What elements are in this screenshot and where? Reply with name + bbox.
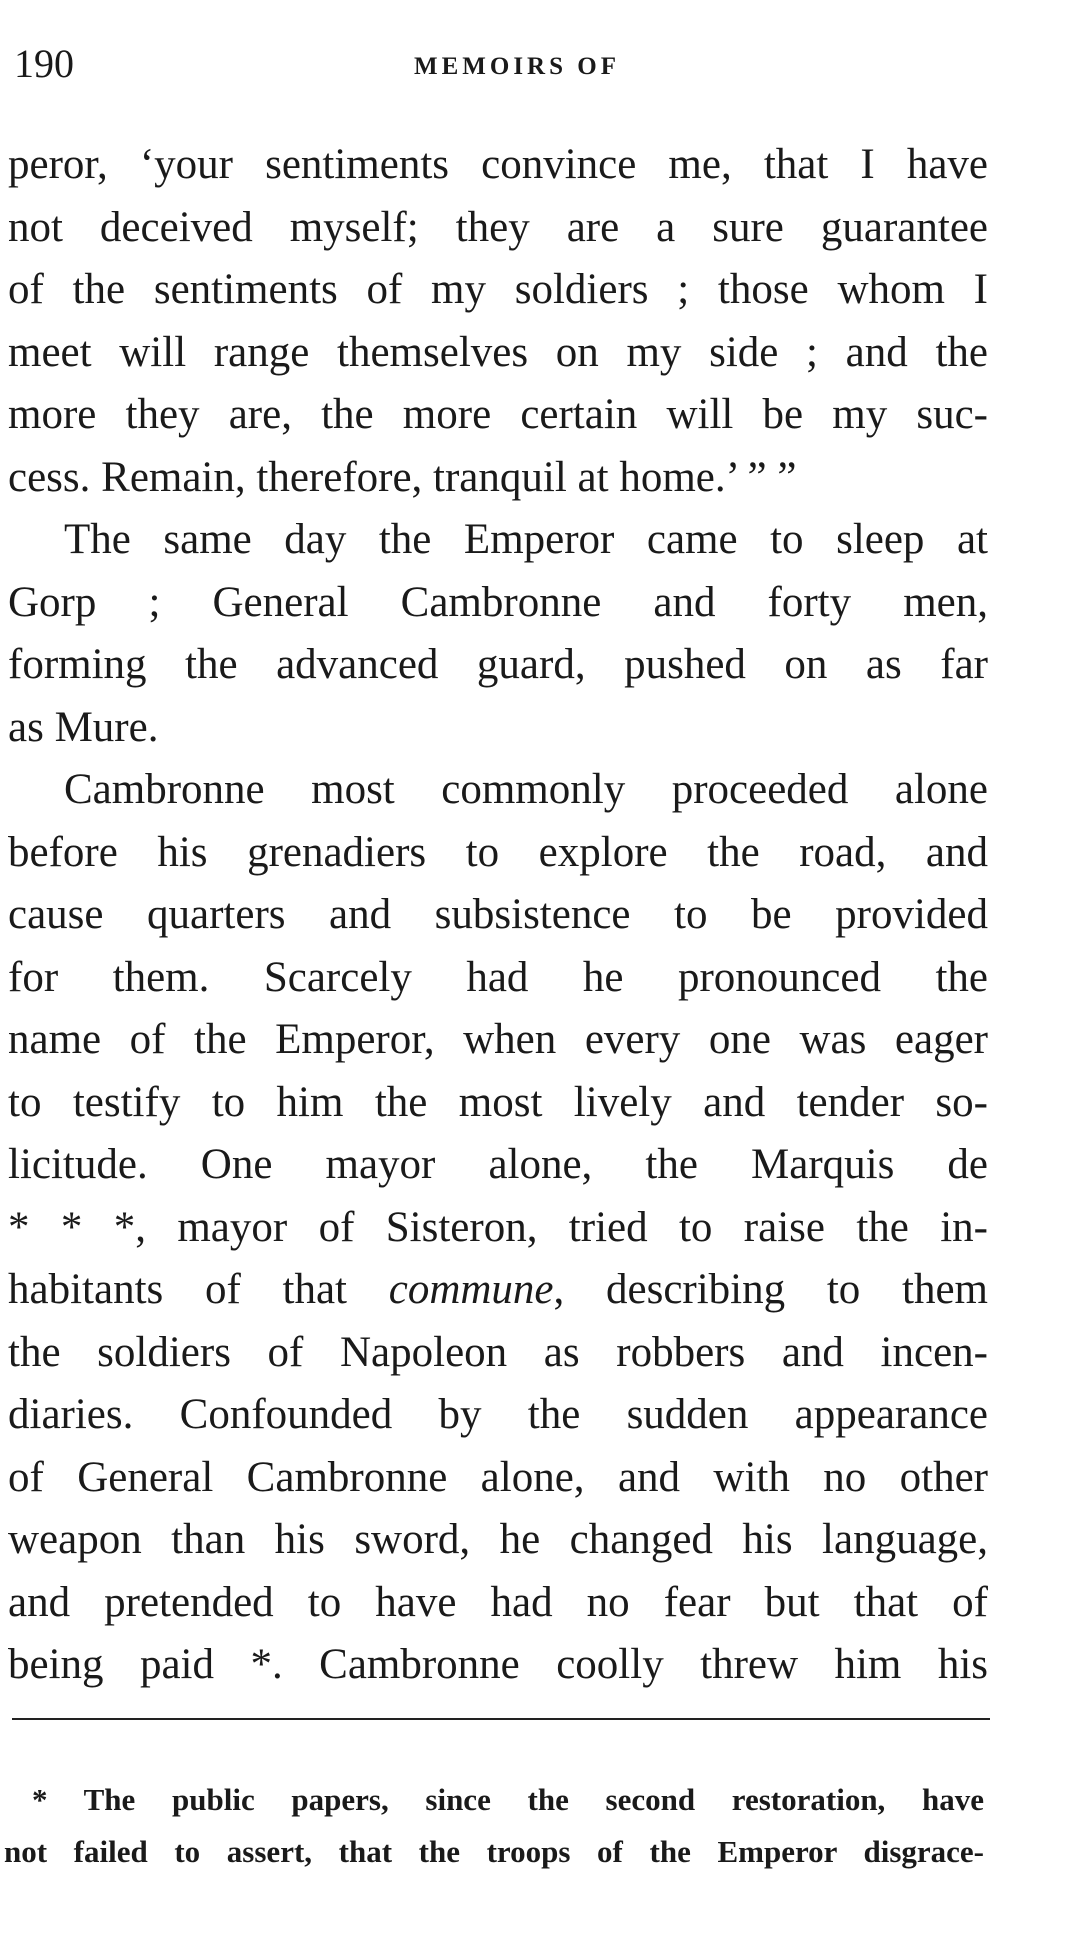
- footnote-line: not failed to assert, that the troops of the Emperor disgrace-: [4, 1834, 984, 1869]
- text-line: forming the advanced guard, pushed on as far: [8, 641, 988, 688]
- running-head: MEMOIRS OF: [414, 53, 620, 80]
- text-line-with-italic: [8, 1259, 988, 1322]
- text-segment: habitants of that: [8, 1266, 389, 1313]
- text-line: and pretended to have had no fear but that of: [8, 1578, 988, 1626]
- text-line: peror, ‘your sentiments convince me, that I have: [8, 141, 988, 188]
- text-line: meet will range themselves on my side ; and the: [8, 328, 988, 376]
- body-text: [8, 134, 988, 1697]
- page-number: 190: [14, 41, 74, 86]
- text-line: * * *, mayor of Sisteron, tried to raise the in-: [8, 1203, 988, 1251]
- text-line: cause quarters and subsistence to be provided: [8, 891, 988, 938]
- text-line: as Mure.: [8, 703, 159, 751]
- text-line: Gorp ; General Cambronne and forty men,: [8, 578, 988, 626]
- paragraph-start-line: The same day the Emperor came to sleep at: [64, 516, 988, 563]
- italic-word: commune: [388, 1266, 554, 1313]
- text-line: licitude. One mayor alone, the Marquis de: [8, 1141, 988, 1188]
- text-line: diaries. Confounded by the sudden appearance: [8, 1391, 988, 1438]
- text-segment: , describing to them: [553, 1266, 988, 1313]
- paragraph-start-line: Cambronne most commonly proceeded alone: [64, 766, 988, 813]
- footnote-line: * The public papers, since the second restoration, have: [32, 1782, 984, 1817]
- footnote: [4, 1774, 984, 1878]
- text-line: for them. Scarcely had he pronounced the: [8, 953, 988, 1001]
- text-line: weapon than his sword, he changed his language,: [8, 1516, 988, 1563]
- text-line: cess. Remain, therefore, tranquil at home.’ ” ”: [8, 453, 797, 501]
- footnote-divider: [12, 1718, 990, 1720]
- text-line: to testify to him the most lively and tender so-: [8, 1078, 988, 1126]
- text-line: of General Cambronne alone, and with no other: [8, 1453, 988, 1501]
- text-line: of the sentiments of my soldiers ; those whom I: [8, 266, 988, 313]
- text-line: not deceived myself; they are a sure guarantee: [8, 203, 988, 251]
- text-line: the soldiers of Napoleon as robbers and incen-: [8, 1328, 988, 1376]
- text-line: before his grenadiers to explore the road, and: [8, 828, 988, 876]
- text-line: being paid *. Cambronne coolly threw him his: [8, 1641, 988, 1688]
- page-header: [14, 41, 994, 86]
- text-line: name of the Emperor, when every one was eager: [8, 1016, 988, 1063]
- text-line: more they are, the more certain will be my suc-: [8, 391, 988, 438]
